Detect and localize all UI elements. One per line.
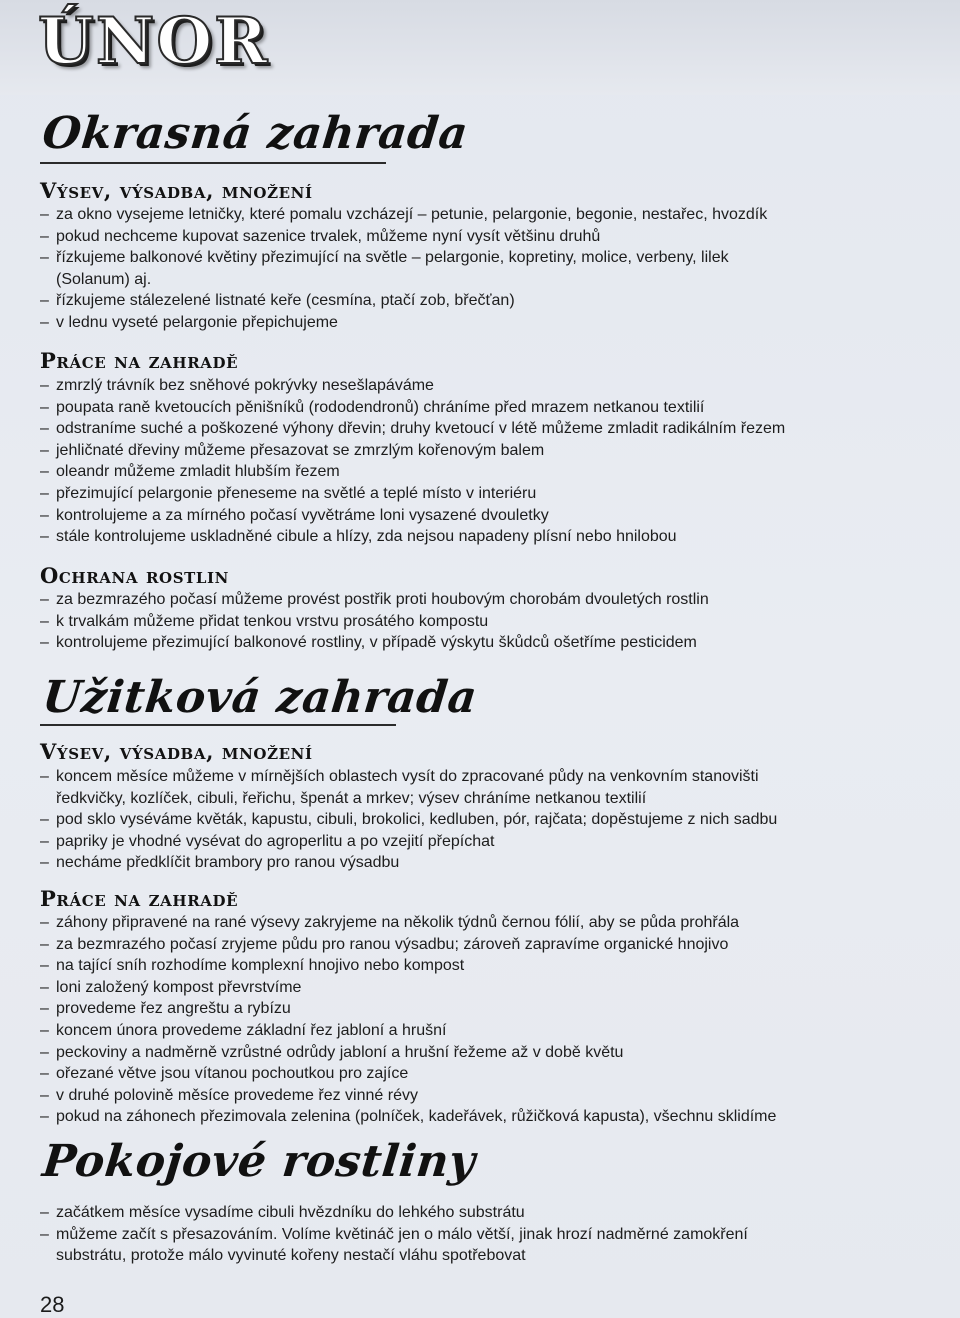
list-item: – za okno vysejeme letničky, které pomalu vzcházejí – petunie, pelargonie, begonie, nestařec, hvozdík (40, 206, 768, 223)
subheading-okrasna-vysev: Výsev, výsadba, množení (40, 178, 313, 203)
list-item-continuation: ředkvičky, kozlíček, cibuli, řeřichu, špenát a mrkev; výsev chráníme netkanou textilií (56, 789, 647, 807)
subheading-uzitkova-prace: Práce na zahradě (40, 886, 239, 911)
section-title-uzitkova: Užitková zahrada (40, 672, 480, 723)
list-item: – koncem února provedeme základní řez jabloní a hrušní (40, 1021, 447, 1039)
list-item-continuation: (Solanum) aj. (56, 270, 152, 288)
list-item: – koncem měsíce můžeme v mírnějších oblastech vysít do zpracované půdy na venkovním stanovišti (40, 768, 759, 785)
list-item: – můžeme začít s přesazováním. Volíme květináč jen o málo větší, jinak hrozí nadměrné zamokření (40, 1225, 748, 1243)
list-item: – ořezané větve jsou vítanou pochoutkou pro zajíce (40, 1065, 409, 1083)
subheading-uzitkova-vysev: Výsev, výsadba, množení (40, 739, 313, 764)
list-item: – zmrzlý trávník bez sněhové pokrývky nesešlapáváme (40, 377, 434, 394)
list-okrasna-vysev (40, 204, 920, 334)
list-item: – kontrolujeme přezimující balkonové rostliny, v případě výskytu škůdců ošetříme pesticidem (40, 634, 697, 652)
list-item: – jehličnaté dřeviny můžeme přesazovat se zmrzlým kořenovým balem (40, 441, 545, 459)
list-item: – loni založený kompost převrstvíme (40, 978, 302, 996)
subheading-okrasna-prace: Práce na zahradě (40, 348, 239, 373)
list-item: – oleandr můžeme zmladit hlubším řezem (40, 463, 340, 481)
list-item: – odstraníme suché a poškozené výhony dřevin; druhy kvetoucí v létě můžeme zmladit radikálním řezem (40, 420, 786, 438)
list-item: – za bezmrazého počasí zryjeme půdu pro ranou výsadbu; zároveň zapravíme organické hnojivo (40, 935, 729, 953)
list-item: – stále kontrolujeme uskladněné cibule a hlízy, zda nejsou napadeny plísní nebo hnilobou (40, 528, 677, 546)
list-item: – přezimující pelargonie přeneseme na světlé a teplé místo v interiéru (40, 484, 537, 502)
section-rule-okrasna (40, 162, 386, 164)
list-item: – pod sklo vyséváme květák, kapustu, cibuli, brokolici, kedluben, pór, rajčata; dopěstujeme z nich sadbu (40, 811, 778, 829)
list-item: – provedeme řez angreštu a rybízu (40, 1000, 291, 1018)
list-item: – začátkem měsíce vysadíme cibuli hvězdníku do lehkého substrátu (40, 1204, 525, 1221)
section-title-okrasna: Okrasná zahrada (40, 108, 471, 159)
section-rule-uzitkova (40, 724, 396, 726)
list-item: – na tající sníh rozhodíme komplexní hnojivo nebo kompost (40, 957, 465, 975)
list-okrasna-ochrana (40, 589, 920, 654)
list-item: – pokud na záhonech přezimovala zelenina (polníček, kadeřávek, růžičková kapusta), všechnu sklidíme (40, 1108, 777, 1126)
list-item: – pokud nechceme kupovat sazenice trvalek, můžeme nyní vysít většinu druhů (40, 227, 601, 245)
list-item: – řízkujeme stálezelené listnaté keře (cesmína, ptačí zob, břečťan) (40, 292, 515, 310)
list-item: – za bezmrazého počasí můžeme provést postřik proti houbovým chorobám dvouletých rostlin (40, 591, 709, 608)
list-item: – k trvalkám můžeme přidat tenkou vrstvu prosátého kompostu (40, 612, 489, 630)
list-pokojove (40, 1202, 920, 1267)
list-item: – záhony připravené na rané výsevy zakryjeme na několik týdnů černou fólií, aby se půda prohřála (40, 914, 740, 931)
list-item-continuation: substrátu, protože málo vyvinuté kořeny nestačí vláhu spotřebovat (56, 1247, 526, 1265)
month-title: ÚNOR (38, 4, 270, 79)
list-item: – kontrolujeme a za mírného počasí vyvětráme loni vysazené dvouletky (40, 506, 549, 524)
subheading-okrasna-ochrana: Ochrana rostlin (40, 563, 229, 588)
section-title-pokojove: Pokojové rostliny (40, 1136, 478, 1187)
page-number: 28 (40, 1292, 65, 1317)
list-okrasna-prace (40, 375, 920, 548)
list-uzitkova-prace (40, 912, 920, 1128)
list-item: – peckoviny a nadměrně vzrůstné odrůdy jabloní a hrušní řežeme až v době květu (40, 1043, 624, 1061)
list-item: – poupata raně kvetoucích pěnišníků (rododendronů) chráníme před mrazem netkanou textilií (40, 398, 705, 416)
list-item: – papriky je vhodné vysévat do agroperlitu a po vzejití přepíchat (40, 832, 495, 850)
list-item: – v druhé polovině měsíce provedeme řez vinné révy (40, 1086, 418, 1104)
list-item: – řízkujeme balkonové květiny přezimující na světle – pelargonie, kopretiny, molice, verbeny, lilek (40, 249, 729, 267)
list-item: – v lednu vyseté pelargonie přepichujeme (40, 313, 338, 331)
list-item: – necháme předklíčit brambory pro ranou výsadbu (40, 854, 400, 872)
list-uzitkova-vysev (40, 766, 920, 874)
